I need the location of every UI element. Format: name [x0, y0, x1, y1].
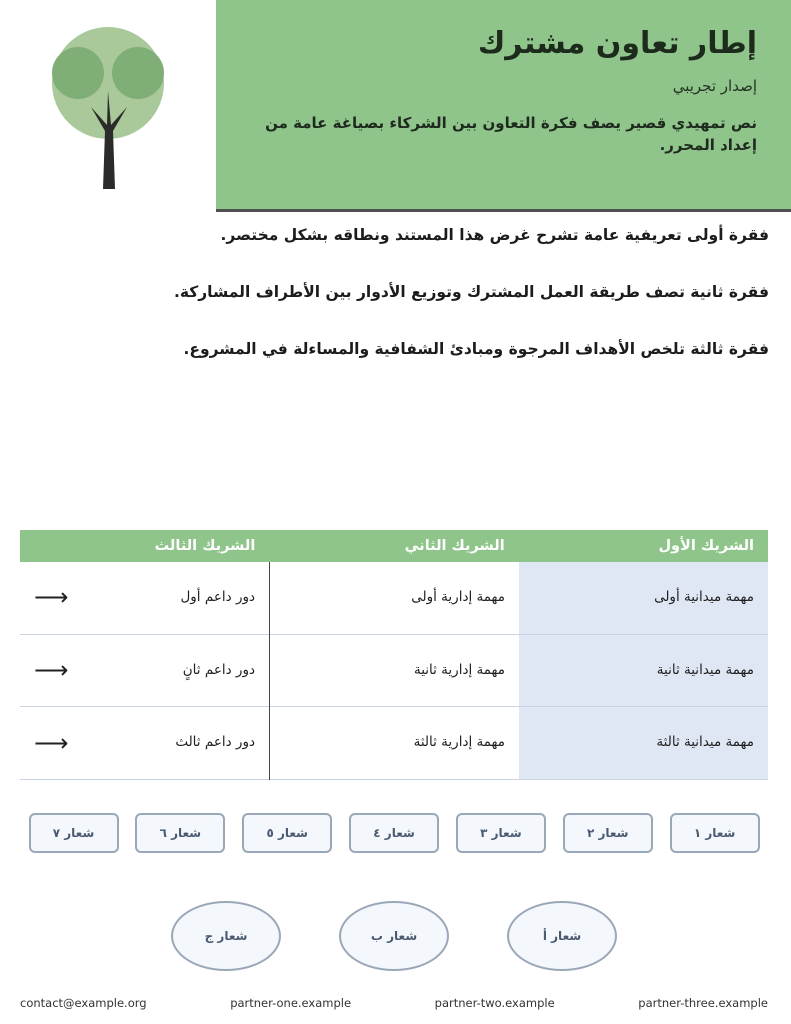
page-title: إطار تعاون مشترك [477, 26, 757, 61]
logo-row-bottom [20, 896, 768, 976]
tree-icon [33, 21, 183, 191]
logo-placeholder: شعار ٥ [242, 813, 332, 853]
logo-placeholder: شعار ٤ [349, 813, 439, 853]
grid-cell: مهمة إدارية ثانية [270, 635, 519, 708]
footer-email-link[interactable]: contact@example.org [20, 996, 147, 1010]
grid-cell-text: دور داعم أول [180, 589, 255, 606]
grid-cell: مهمة ميدانية ثالثة [519, 707, 768, 780]
intro-paragraph: فقرة ثالثة تلخص الأهداف المرجوة ومبادئ الشفافية والمساءلة في المشروع. [183, 340, 769, 359]
partnership-grid [20, 530, 768, 780]
grid-cell [20, 635, 269, 708]
grid-column [20, 562, 269, 780]
footer-link[interactable]: partner-one.example [230, 996, 352, 1010]
grid-cell: مهمة إدارية ثالثة [270, 707, 519, 780]
arrow-icon: ⟶ [34, 583, 69, 612]
grid-header [20, 530, 768, 562]
intro-paragraph: فقرة ثانية تصف طريقة العمل المشترك وتوزيع الأدوار بين الأطراف المشاركة. [173, 283, 769, 302]
logo-placeholder: شعار ١ [670, 813, 760, 853]
logo-row-top [20, 808, 768, 858]
grid-cell-text: دور داعم ثانٍ [182, 661, 255, 678]
grid-cell: مهمة ميدانية ثانية [519, 635, 768, 708]
logo-placeholder: شعار ٣ [456, 813, 546, 853]
logo-placeholder: شعار ٢ [563, 813, 653, 853]
grid-cell [20, 562, 269, 635]
grid-header-cell: الشريك الثالث [154, 538, 256, 554]
intro-text [24, 222, 769, 393]
logo-placeholder: شعار أ [507, 901, 617, 971]
grid-column [519, 562, 768, 780]
logo-placeholder: شعار ٦ [135, 813, 225, 853]
footer-link[interactable]: partner-three.example [638, 996, 768, 1010]
arrow-icon: ⟶ [34, 656, 69, 685]
grid-body [20, 562, 768, 780]
header-band [216, 0, 791, 212]
footer-link[interactable]: partner-two.example [434, 996, 555, 1010]
grid-cell-text: دور داعم ثالث [175, 734, 255, 751]
grid-cell: مهمة إدارية أولى [270, 562, 519, 635]
page-footer [20, 996, 768, 1010]
grid-header-cell: الشريك الأول [658, 538, 754, 554]
page-quote: نص تمهيدي قصير يصف فكرة التعاون بين الشركاء بصياغة عامة من إعداد المحرر. [265, 114, 757, 154]
page-header [0, 0, 791, 212]
grid-header-cell: الشريك الثاني [404, 538, 505, 554]
arrow-icon: ⟶ [34, 728, 69, 757]
logo-placeholder: شعار ٧ [29, 813, 119, 853]
grid-cell: مهمة ميدانية أولى [519, 562, 768, 635]
logo-placeholder: شعار ج [171, 901, 281, 971]
page-date: إصدار تجريبي [672, 77, 757, 95]
logo-placeholder: شعار ب [339, 901, 449, 971]
grid-column [269, 562, 519, 780]
intro-paragraph: فقرة أولى تعريفية عامة تشرح غرض هذا المستند ونطاقه بشكل مختصر. [220, 226, 769, 244]
grid-cell [20, 707, 269, 780]
tree-illustration [0, 0, 216, 212]
